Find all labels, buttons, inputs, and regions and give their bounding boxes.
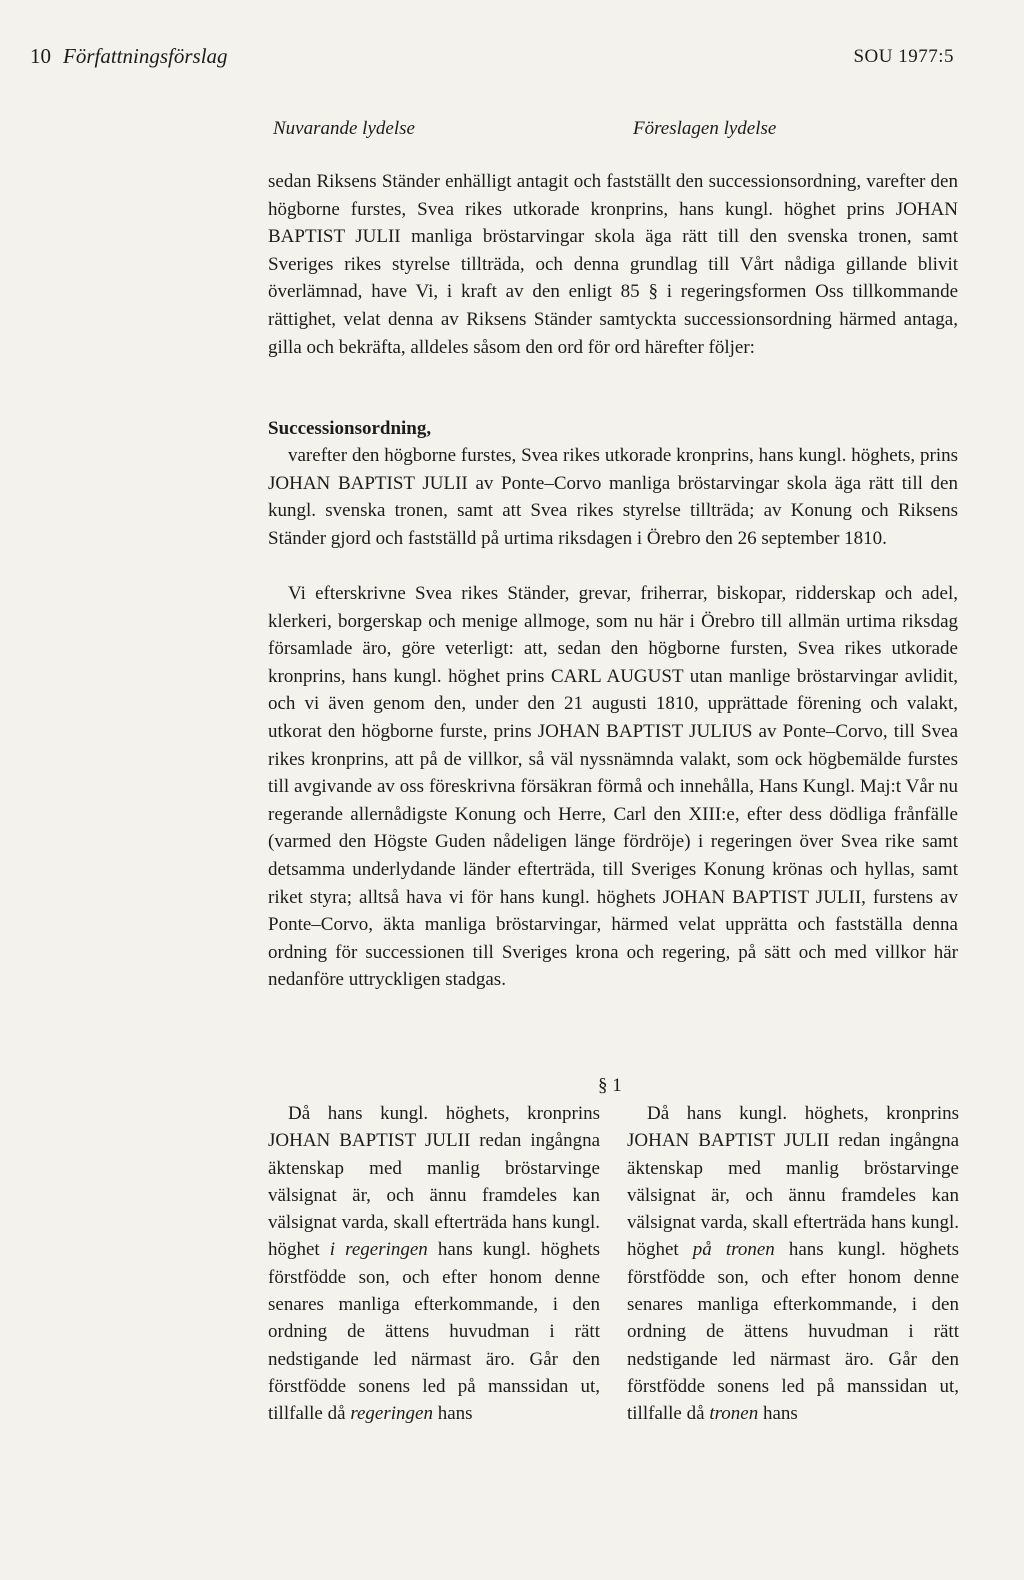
current-text-column xyxy=(268,1100,600,1428)
current-emphasis-2: regeringen xyxy=(350,1403,433,1425)
section-paragraph: varefter den högborne furstes, Svea rikes utkorade kronprins, hans kungl. höghets, prins JOHAN BAPTIST JULII av Ponte–Corvo manliga bröstarvingar skola äga rätt till den kungl. svenska tronen, samt att Svea rikes styrelse tillträda; av Konung och Riksens Ständer gjord och fastställd på urtima riksdagen i Örebro den 26 september 1810. xyxy=(268,445,958,549)
proposed-text-b: hans kungl. höghets förstfödde son, och efter honom denne senares manliga efterkommande, i den ordning de ättens huvudman i rätt nedstigande led närmast äro. Går den förstfödde sonens led på manssidan ut, tillfalle då xyxy=(627,1239,959,1425)
section-title: Successionsordning, xyxy=(268,418,432,439)
current-text-a: Då hans kungl. höghets, kronprins JOHAN BAPTIST JULII redan ingångna äktenskap med manlig bröstarvinge välsignat är, och ännu framdeles kan välsignat varda, skall efterträda hans kungl. höghet xyxy=(268,1103,600,1261)
paragraph-sign: § 1 xyxy=(598,1075,622,1096)
proposed-emphasis-2: tronen xyxy=(709,1403,759,1425)
column-heading-current: Nuvarande lydelse xyxy=(273,118,415,139)
running-title: Författningsförslag xyxy=(63,44,228,68)
current-text-c: hans xyxy=(432,1403,473,1425)
column-heading-proposed: Föreslagen lydelse xyxy=(633,118,777,139)
proposed-text-a: Då hans kungl. höghets, kronprins JOHAN BAPTIST JULII redan ingångna äktenskap med manlig bröstarvinge välsignat är, och ännu framdeles kan välsignat varda, skall efterträda hans kungl. höghet xyxy=(627,1103,959,1261)
proposed-emphasis-1: på tronen xyxy=(692,1239,775,1261)
series-label: SOU 1977:5 xyxy=(853,46,954,67)
preamble-paragraph: Vi efterskrivne Svea rikes Ständer, grevar, friherrar, biskopar, ridderskap och adel, klerkeri, borgerskap och menige allmoge, som nu här i Örebro till allmän urtima riksdag församlade äro, göre veterligt: att, sedan den högborne fursten, Svea rikes utkorade kronprins, hans kungl. höghet prins CARL AUGUST utan manlige bröstarvingar avlidit, och vi även genom den, under den 21 augusti 1810, upprättade förening och valakt, utkorat den högborne furste, prins JOHAN BAPTIST JULIUS av Ponte–Corvo, till Svea rikes kronprins, att på de villkor, så väl nyssnämnda valakt, som ock högbemälde furstes till avgivande av oss föreskrivna försäkran förmå och innehålla, Hans Kungl. Maj:t Vår nu regerande allernådigste Konung och Herre, Carl den XIII:e, efter dess dödliga frånfälle (varmed den Högste Guden nådeligen länge fördröje) i regeringen över Svea rike samt detsamma underlydande länder efterträda, till Sveriges Konung krönas och hyllas, samt riket styra; alltså hava vi för hans kungl. höghets JOHAN BAPTIST JULII, furstens av Ponte–Corvo, äkta manliga bröstarvingar, härmed velat upprätta och fastställa denna ordning för successionen till Sveriges krona och regering, på sätt och med villkor här nedanföre uttryckligen stadgas. xyxy=(268,583,958,991)
proposed-text-column xyxy=(627,1100,959,1428)
proposed-text-c: hans xyxy=(758,1403,798,1425)
page-number: 10 xyxy=(30,44,51,68)
current-text-b: hans kungl. höghets förstfödde son, och efter honom denne senares manliga efterkommande, i den ordning de ättens huvudman i rätt nedstigande led närmast äro. Går den förstfödde sonens led på manssidan ut, tillfalle då xyxy=(268,1239,600,1425)
intro-paragraph: sedan Riksens Ständer enhälligt antagit och fastställt den successionsordning, varefter den högborne furstes, Svea rikes utkorade kronprins, hans kungl. höghet prins JOHAN BAPTIST JULII manliga bröstarvingar skola äga rätt till den svenska tronen, samt Sveriges rikes styrelse tillträda, och denna grundlag till Vårt nådiga gillande blivit överlämnad, have Vi, i kraft av den enligt 85 § i regeringsformen Oss tillkommande rättighet, velat denna av Riksens Ständer samtyckta successionsordning härmed antaga, gilla och bekräfta, alldeles såsom den ord för ord härefter följer: xyxy=(268,171,958,358)
current-emphasis-1: i regeringen xyxy=(329,1239,428,1261)
